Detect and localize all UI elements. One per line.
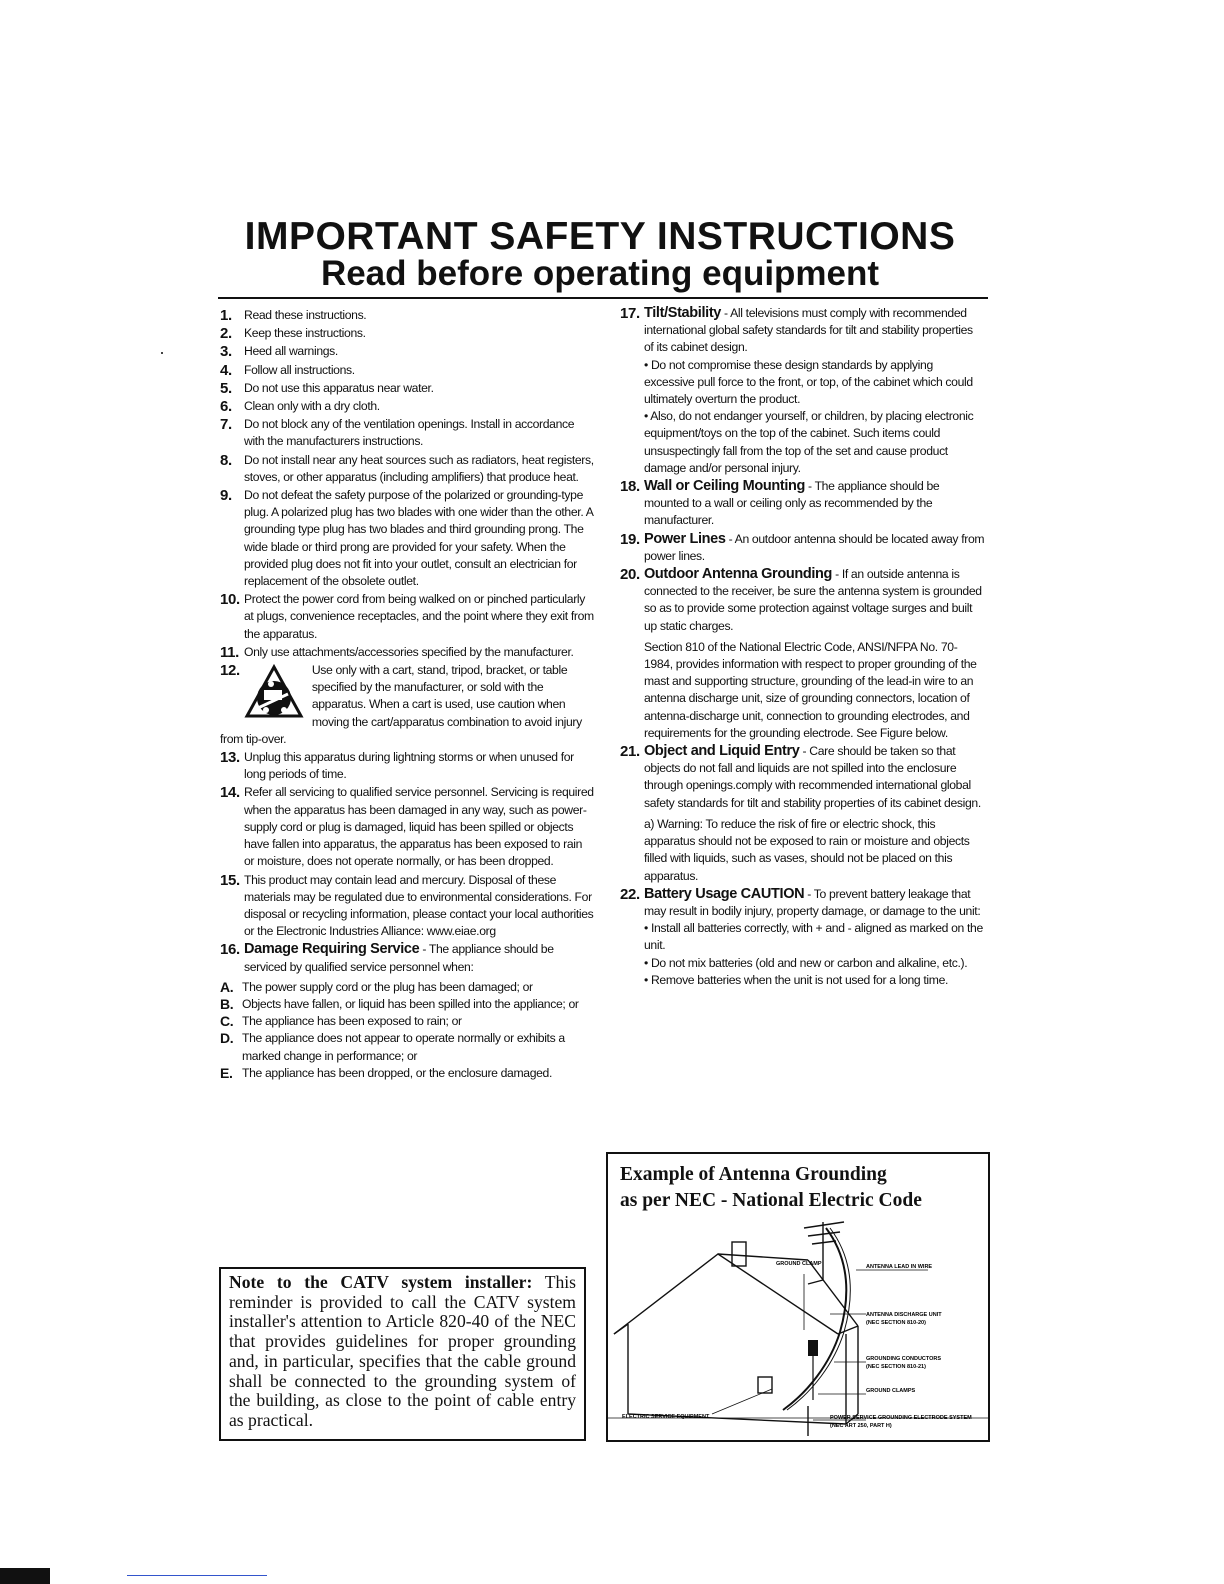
item-text: - All televisions must comply with recommended international global safety standards for tilt and stability properties of its cabinet design. xyxy=(644,306,973,355)
instruction-item xyxy=(220,307,595,324)
catv-note-heading: Note to the CATV system installer: xyxy=(229,1272,533,1292)
instruction-item xyxy=(220,749,595,783)
item-number: 22. xyxy=(620,885,640,903)
instruction-item xyxy=(220,941,595,975)
item-text: Only use attachments/accessories specified by the manufacturer. xyxy=(244,644,574,659)
antenna-grounding-figure xyxy=(606,1152,990,1442)
item-number: 3. xyxy=(220,343,232,361)
item-text: Keep these instructions. xyxy=(244,326,366,341)
sub-item xyxy=(220,979,595,996)
instruction-item xyxy=(220,644,595,661)
instruction-item xyxy=(220,325,595,342)
item-text: - An outdoor antenna should be located away from power lines. xyxy=(644,531,985,563)
item-number: 4. xyxy=(220,361,232,379)
item-text: Protect the power cord from being walked on or pinched particularly at plugs, convenience receptacles, and the point where they exit from the apparatus. xyxy=(244,592,594,641)
item-number: 13. xyxy=(220,749,240,767)
item-number: 17. xyxy=(620,305,640,322)
item-text: - The appliance should be mounted to a wall or ceiling only as recommended by the manufacturer. xyxy=(644,479,940,528)
item-number: 11. xyxy=(220,643,239,661)
item-number: 6. xyxy=(220,398,232,416)
item-number: 21. xyxy=(620,743,640,761)
item-number: 5. xyxy=(220,379,232,397)
bullet-text: • Do not mix batteries (old and new or carbon and alkaline, etc.). xyxy=(644,955,968,970)
label-lead-in-wire: ANTENNA LEAD IN WIRE xyxy=(866,1264,933,1270)
item-text: Refer all servicing to qualified service personnel. Servicing is required when the apparatus has been damaged in any way, such as power-supply cord or plug is damaged, liquid has been spilled or objects have fallen into apparatus, the apparatus has been exposed to rain or moisture, does not operate normally, or has been dropped. xyxy=(244,785,594,869)
item-text: - The appliance should be serviced by qualified service personnel when: xyxy=(244,942,554,974)
sub-item xyxy=(220,1013,595,1030)
instruction-item xyxy=(220,784,595,870)
catv-installer-note xyxy=(219,1267,586,1441)
scan-speck xyxy=(161,352,163,354)
footer-rule xyxy=(127,1575,267,1576)
page-corner-mark xyxy=(0,1568,50,1584)
sub-item xyxy=(220,1065,595,1082)
right-column xyxy=(620,305,985,990)
discharge-unit xyxy=(808,1340,818,1356)
item-number: 20. xyxy=(620,566,640,584)
label-grounding-ref: (NEC SECTION 810-21) xyxy=(866,1364,926,1370)
item-heading: Wall or Ceiling Mounting xyxy=(644,478,806,495)
item-number: 19. xyxy=(620,530,640,548)
sub-letter: C. xyxy=(220,1013,234,1030)
sub-letter: B. xyxy=(220,995,234,1012)
item-text: - If an outside antenna is connected to the receiver, be sure the antenna system is grounded so as to provide some protection against voltage surges and built up static charges. xyxy=(644,567,982,633)
bullet-text: • Do not compromise these design standards by applying excessive pull force to the front, or top, of the cabinet which could ultimately overturn the product. xyxy=(644,357,973,407)
instruction-item xyxy=(620,566,985,742)
instruction-item xyxy=(220,662,595,748)
sub-text: The appliance has been dropped, or the enclosure damaged. xyxy=(242,1065,553,1080)
item-number: 7. xyxy=(220,416,232,434)
sub-letter: A. xyxy=(220,978,234,995)
item-text: Use only with a cart, stand, tripod, bracket, or table specified by the manufacturer, or sold with the apparatus. When a cart is used, use caution when moving the cart/apparatus combination to avoid injury from tip-over. xyxy=(220,663,582,746)
item-number: 8. xyxy=(220,451,232,469)
sub-text: The appliance does not appear to operate normally or exhibits a marked change in performance; or xyxy=(242,1031,565,1063)
item-text: Do not use this apparatus near water. xyxy=(244,380,434,395)
instruction-item xyxy=(220,343,595,360)
item-number: 9. xyxy=(220,487,232,505)
item-text: - Care should be taken so that objects do not fall and liquids are not spilled into the enclosure through openings.comply with recommended international global safety standards for tilt and stability properties of its cabinet design. xyxy=(644,744,981,810)
instruction-item xyxy=(220,380,595,397)
label-power-service: POWER SERVICE GROUNDING ELECTRODE SYSTEM xyxy=(830,1415,972,1421)
title-divider xyxy=(218,297,988,299)
house-drawing xyxy=(614,1242,858,1424)
instruction-item xyxy=(620,743,985,885)
figure-title-line2: as per NEC - National Electric Code xyxy=(620,1190,922,1211)
item-number: 12. xyxy=(220,662,240,680)
label-power-ref: (NEC ART 250, PART H) xyxy=(830,1423,892,1429)
sub-text: The appliance has been exposed to rain; or xyxy=(242,1014,462,1029)
cart-warning-icon xyxy=(244,664,304,722)
bullet-text: • Remove batteries when the unit is not used for a long time. xyxy=(644,972,949,987)
label-discharge-unit: ANTENNA DISCHARGE UNIT xyxy=(866,1312,942,1318)
item-number: 10. xyxy=(220,591,240,609)
catv-note-text: This reminder is provided to call the CATV system installer's attention to Article 820-40 of the NEC that provides guidelines for proper grounding and, in particular, specifies that the cable ground shall be connected to the grounding system of the building, as close to the point of cable entry as practical. xyxy=(229,1272,577,1430)
page-title: IMPORTANT SAFETY INSTRUCTIONS xyxy=(244,215,956,258)
item-number: 18. xyxy=(620,478,640,496)
sub-item xyxy=(220,996,595,1013)
left-column xyxy=(220,307,595,1082)
antenna-mast xyxy=(804,1222,844,1284)
antenna-grounding-diagram xyxy=(608,1214,988,1440)
instruction-item xyxy=(220,487,595,590)
label-ground-clamp: GROUND CLAMP xyxy=(776,1261,822,1267)
item-text: Heed all warnings. xyxy=(244,344,338,359)
sub-text: The power supply cord or the plug has been damaged; or xyxy=(242,979,533,994)
instruction-item xyxy=(220,398,595,415)
page-subtitle: Read before operating equipment xyxy=(320,254,880,293)
sub-item xyxy=(220,1030,595,1064)
item-number: 2. xyxy=(220,325,232,343)
instruction-item xyxy=(620,886,985,989)
bullet-text: • Install all batteries correctly, with + and - aligned as marked on the unit. xyxy=(644,921,983,953)
item-heading: Battery Usage CAUTION xyxy=(644,885,805,902)
item-heading: Tilt/Stability xyxy=(644,305,722,321)
instruction-item xyxy=(220,362,595,379)
bullet-text: • Also, do not endanger yourself, or children, by placing electronic equipment/toys on the top of the cabinet. Such items could unsuspectingly fall from the top of the set and cause product damage and/or personal injury. xyxy=(644,409,974,475)
item-text: Read these instructions. xyxy=(244,308,367,322)
item-text: Unplug this apparatus during lightning storms or when unused for long periods of time. xyxy=(244,750,574,782)
instruction-item xyxy=(620,478,985,530)
item-text: - To prevent battery leakage that may result in bodily injury, property damage, or damage to the unit: xyxy=(644,886,981,918)
instruction-item xyxy=(620,531,985,565)
item-heading: Object and Liquid Entry xyxy=(644,743,800,760)
item-number: 15. xyxy=(220,871,240,889)
instruction-item xyxy=(220,452,595,486)
item-text: Follow all instructions. xyxy=(244,362,355,377)
item-text: Do not install near any heat sources such as radiators, heat registers, stoves, or other apparatus (including amplifiers) that produce heat. xyxy=(244,452,594,484)
item-heading: Power Lines xyxy=(644,530,726,547)
item-text: Do not block any of the ventilation openings. Install in accordance with the manufacturers instructions. xyxy=(244,417,575,449)
instruction-item xyxy=(620,305,985,477)
instruction-item xyxy=(220,872,595,941)
instruction-item xyxy=(220,416,595,450)
sub-letter: D. xyxy=(220,1030,234,1047)
sub-text: Objects have fallen, or liquid has been spilled into the appliance; or xyxy=(242,996,579,1011)
label-ground-clamps: GROUND CLAMPS xyxy=(866,1388,916,1394)
figure-title-line1: Example of Antenna Grounding xyxy=(620,1164,887,1185)
instruction-item xyxy=(220,591,595,643)
item-number: 14. xyxy=(220,784,240,802)
item-heading: Outdoor Antenna Grounding xyxy=(644,566,833,583)
label-grounding-conductors: GROUNDING CONDUCTORS xyxy=(866,1356,942,1362)
label-electric-service: ELECTRIC SERVICE EQUIPMENT xyxy=(622,1414,710,1420)
item-number: 1. xyxy=(220,307,232,324)
item-text: Do not defeat the safety purpose of the polarized or grounding-type plug. A polarized plug has two blades with one wider than the other. A grounding type plug has two blades and third grounding prong. The wide blade or third prong are provided for your safety. When the provided plug does not fit into your outlet, consult an electrician for replacement of the obsolete outlet. xyxy=(244,488,593,589)
sub-letter: E. xyxy=(220,1064,233,1081)
item-text: This product may contain lead and mercury. Disposal of these materials may be regulated due to environmental considerations. For disposal or recycling information, please contact your local authorities or the Electronic Industries Alliance: www.eiae.org xyxy=(244,872,594,939)
item-number: 16. xyxy=(220,941,240,959)
item-heading: Damage Requiring Service xyxy=(244,941,420,958)
item-text: Clean only with a dry cloth. xyxy=(244,399,380,414)
electric-service-box xyxy=(758,1377,772,1393)
item-paragraph: Section 810 of the National Electric Code, ANSI/NFPA No. 70-1984, provides information with respect to proper grounding of the mast and supporting structure, grounding of the lead-in wire to an antenna discharge unit, size of grounding connectors, location of antenna-discharge unit, connection to grounding electrodes, and requirements for the grounding electrode. See Figure below. xyxy=(644,639,977,740)
warning-paragraph: a) Warning: To reduce the risk of fire or electric shock, this apparatus should not be exposed to rain or moisture and objects filled with liquids, such as vases, should not be placed on this apparatus. xyxy=(644,816,970,883)
sub-list xyxy=(220,979,595,1082)
label-discharge-ref: (NEC SECTION 810-20) xyxy=(866,1320,926,1326)
